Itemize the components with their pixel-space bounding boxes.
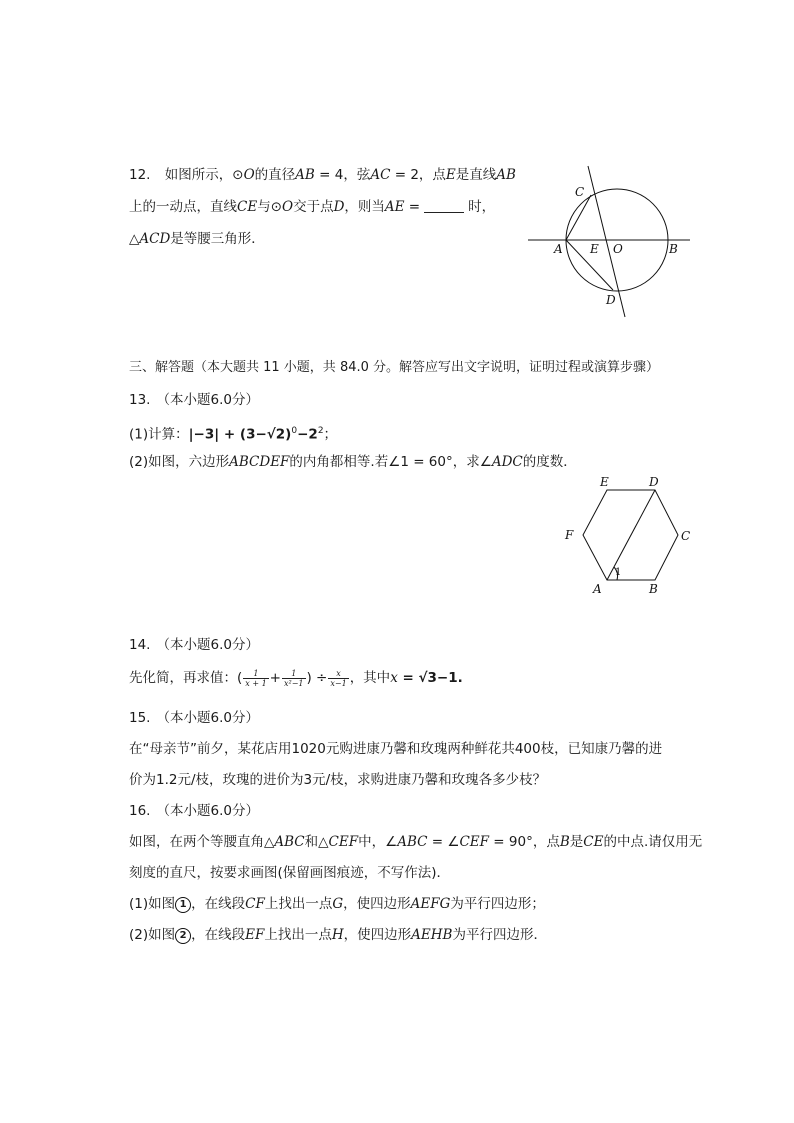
- q13-part1: (1)计算：$|-3| + (3-√2)^0-2^2$；: [129, 426, 338, 443]
- label-b: B: [649, 582, 658, 596]
- label-d: D: [606, 293, 616, 307]
- q13-hexagon-figure: [560, 472, 700, 600]
- section-heading: 三、解答题（本大题共 11 小题，共 84.0 分。解答应写出文字说明，证明过程或演算步骤）: [129, 360, 660, 375]
- label-e: E: [590, 242, 599, 256]
- q12-line3: △ACD是等腰三角形．: [129, 231, 265, 247]
- label-d: D: [649, 475, 659, 489]
- label-b: B: [669, 242, 678, 256]
- label-angle-1: 1: [615, 567, 622, 578]
- fraction-1: $\frac{1}{x + 1}$: [245, 668, 267, 688]
- circled-number-2: 2: [175, 928, 191, 944]
- fraction-2: $\frac{1}{\text{x²−1}}$: [283, 668, 304, 688]
- q12-number: 12.: [129, 167, 151, 183]
- label-o: O: [613, 242, 623, 256]
- label-c: C: [681, 529, 691, 543]
- label-c: C: [575, 185, 585, 199]
- q12-circle-figure: [525, 160, 695, 320]
- chord-ac: [566, 195, 591, 240]
- q16-part1: (1)如图 1 ，在线段CF上找出一点G，使四边形AEFG为平行四边形；: [129, 896, 545, 912]
- answer-blank[interactable]: [424, 212, 464, 213]
- q16-part2: (2)如图 2 ，在线段EF上找出一点H，使四边形AEHB为平行四边形．: [129, 927, 547, 943]
- q16-header: 16. （本小题6.0分）: [129, 803, 259, 819]
- label-e: E: [600, 475, 609, 489]
- q15-line2: 价为1.2元/枝，玫瑰的进价为3元/枝，求购进康乃馨和玫瑰各多少枝？: [129, 772, 547, 788]
- label-a: A: [554, 242, 563, 256]
- q12-line1: 12. 如图所示，⊙O的直径AB = 4，弦AC = 2，点E是直线AB: [129, 167, 516, 183]
- q14-header: 14. （本小题6.0分）: [129, 637, 259, 653]
- q14-body: 先化简，再求值：( $\frac{1}{x + 1}$ + $\frac{1}{\text{x²−1}}$ ) ÷ $\frac{x}{x-1}$ ，其中x = √3−1.: [129, 668, 463, 688]
- fraction-3: $\frac{x}{x-1}$: [330, 668, 347, 688]
- label-a: A: [593, 582, 602, 596]
- q15-header: 15. （本小题6.0分）: [129, 710, 259, 726]
- q12-line2: 上的一动点，直线CE与⊙O交于点D，则当AE = 时，: [129, 199, 496, 215]
- q13-part2: (2)如图，六边形ABCDEF的内角都相等.若∠1 = 60°，求∠ADC的度数．: [129, 454, 577, 470]
- q15-line1: 在“母亲节”前夕，某花店用1020元购进康乃馨和玫瑰两种鲜花共400枝，已知康乃馨的进: [129, 741, 663, 757]
- q16-line1: 如图，在两个等腰直角△ABC和△CEF中，∠ABC = ∠CEF = 90°，点B是CE的中点.请仅用无: [129, 834, 703, 850]
- q16-line2: 刻度的直尺，按要求画图(保留画图痕迹，不写作法)．: [129, 865, 451, 881]
- circled-number-1: 1: [175, 897, 191, 913]
- q13-header: 13. （本小题6.0分）: [129, 392, 259, 408]
- label-f: F: [565, 528, 574, 542]
